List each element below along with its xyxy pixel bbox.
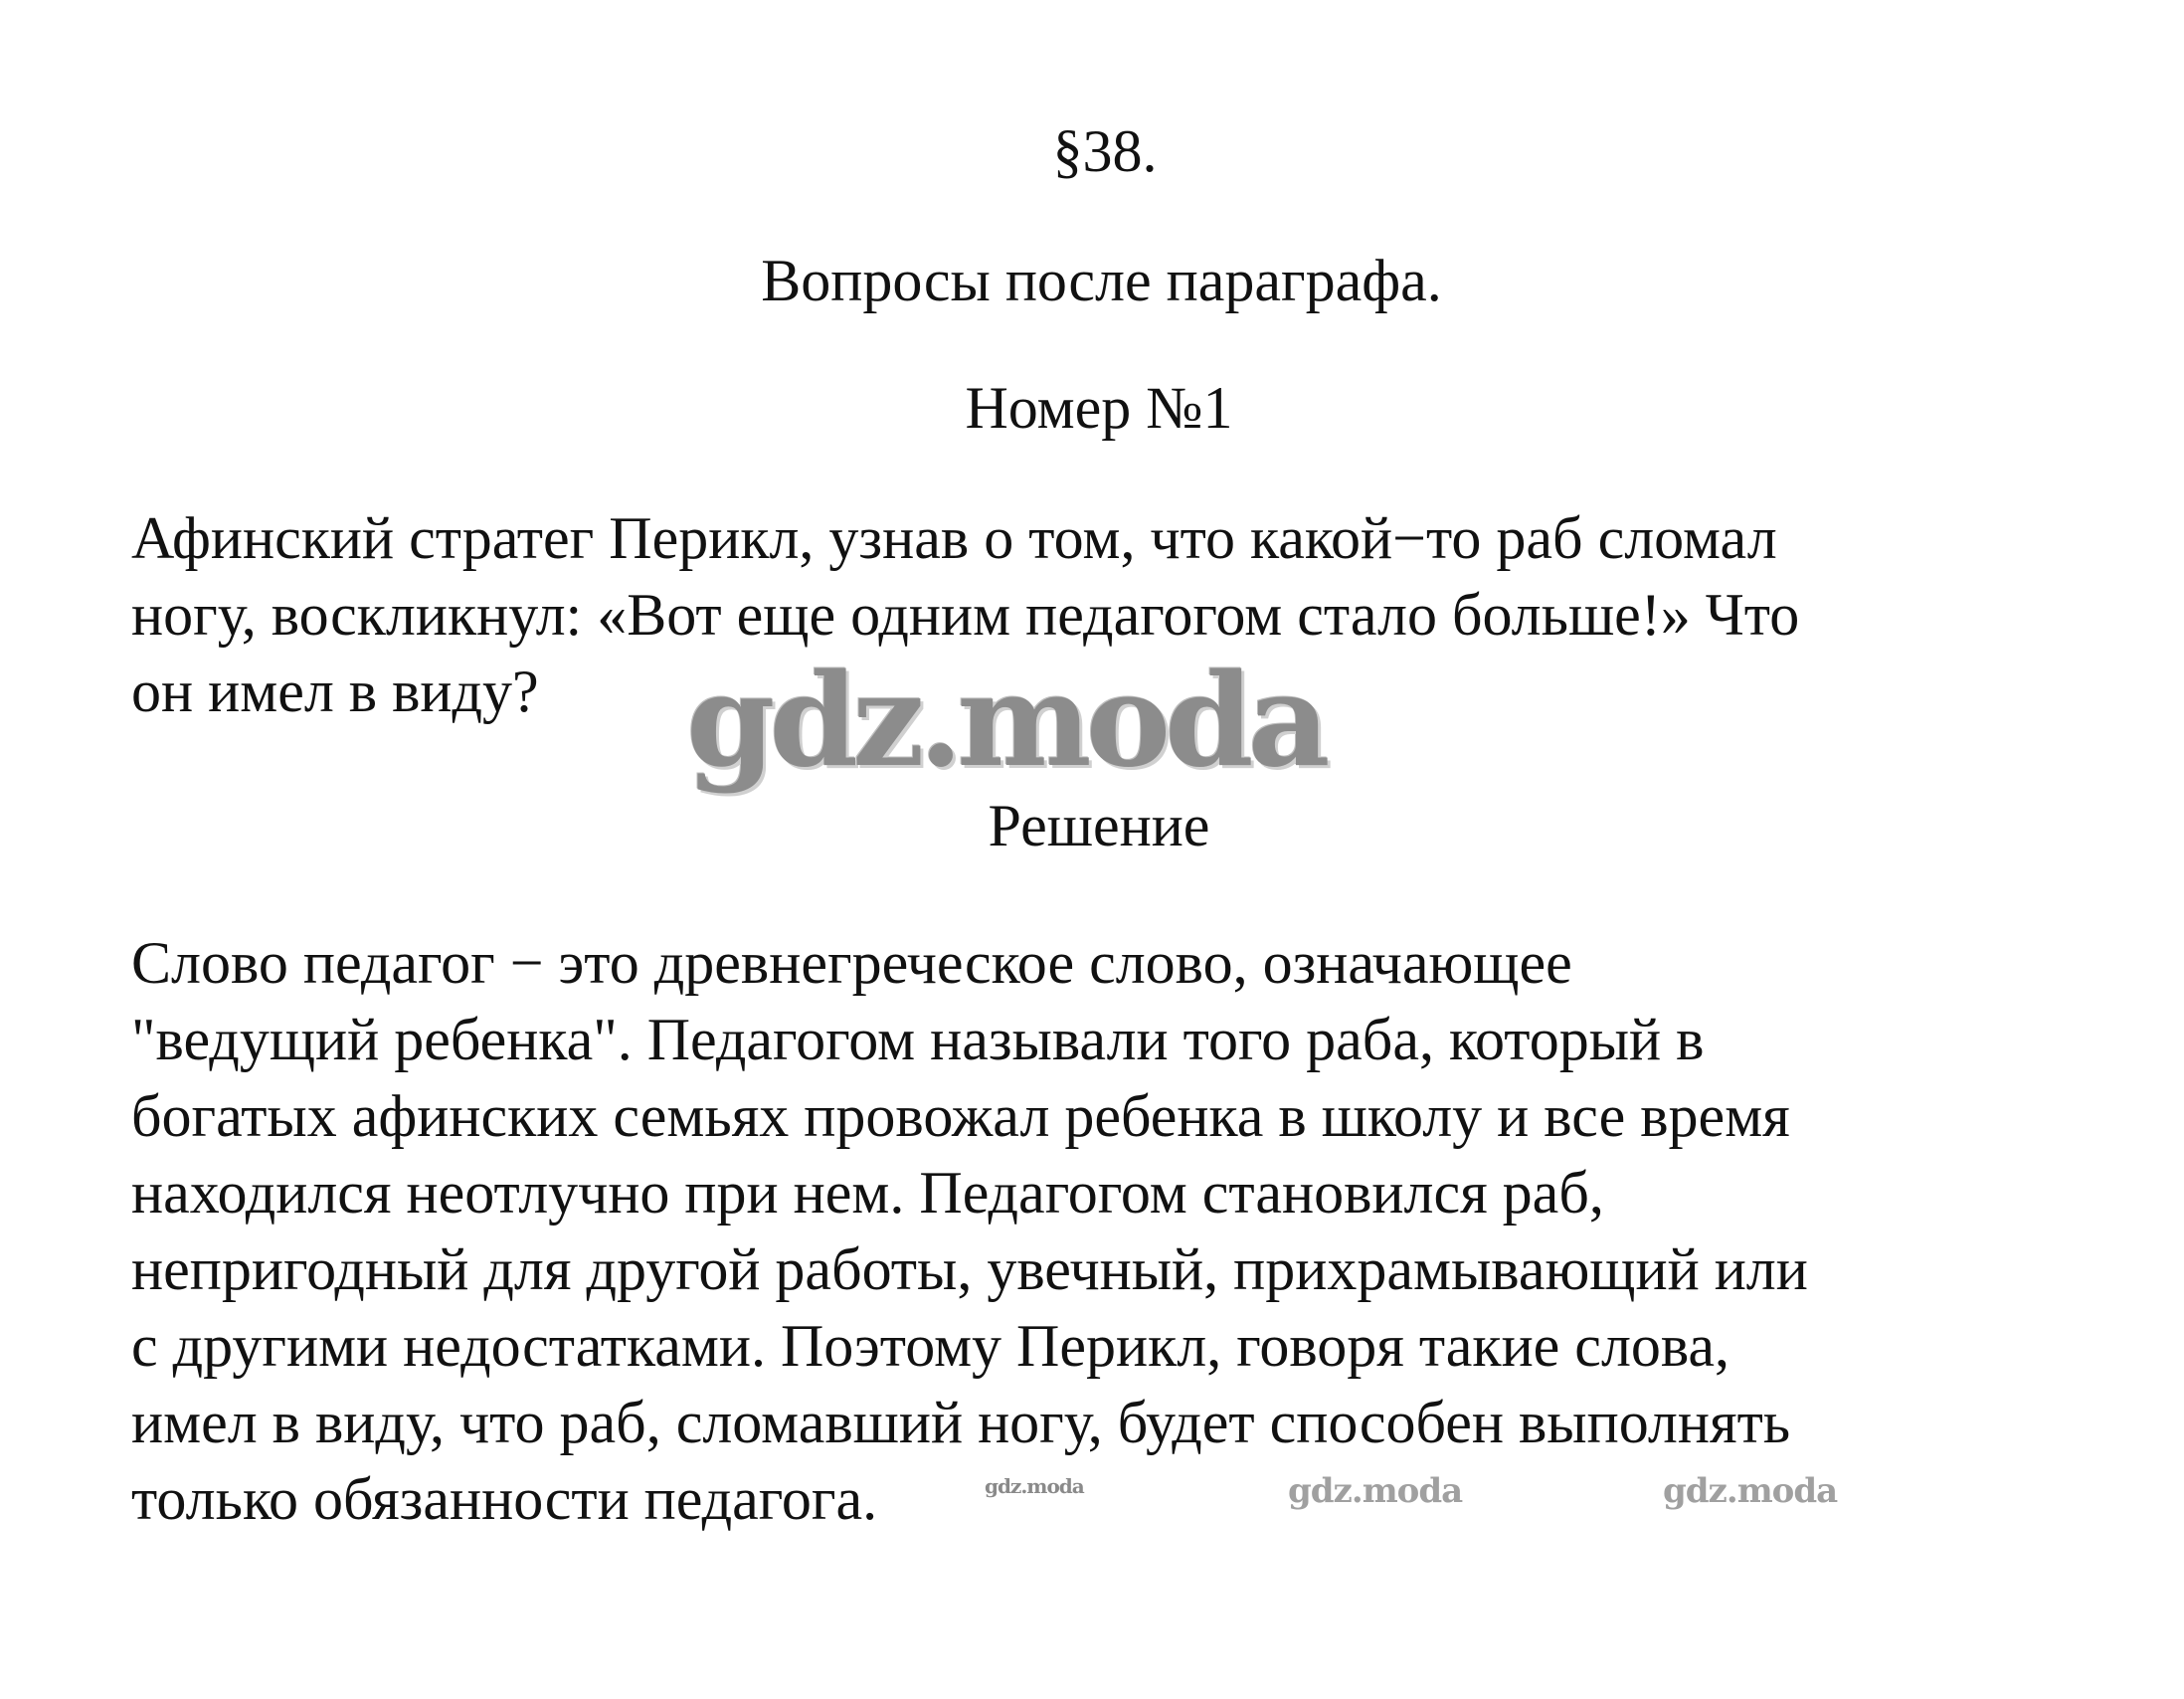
solution-line: с другими недостатками. Поэтому Перикл, говоря такие слова, — [131, 1313, 1730, 1379]
solution-label: Решение — [988, 793, 1210, 858]
question-line: Афинский стратег Перикл, узнав о том, что какой−то раб сломал — [131, 505, 1777, 571]
watermark-logo: gdz.moda — [686, 647, 1325, 796]
solution-line: непригодный для другой работы, увечный, прихрамывающий или — [131, 1236, 1808, 1302]
section-subtitle: Вопросы после параграфа. — [761, 248, 1442, 313]
solution-line: Слово педагог − это древнегреческое слово, означающее — [131, 930, 1572, 996]
solution-line: богатых афинских семьях провожал ребенка в школу и все время — [131, 1083, 1790, 1149]
question-line: он имел в виду? — [131, 659, 539, 724]
solution-line: только обязанности педагога. — [131, 1466, 878, 1532]
solution-text — [131, 925, 2081, 1538]
watermark-small: gdz.moda — [1288, 1471, 1463, 1511]
solution-line: находился неотлучно при нем. Педагогом становился раб, — [131, 1160, 1604, 1226]
watermark-small: gdz.moda — [985, 1474, 1084, 1498]
solution-line: "ведущий ребенка". Педагогом называли того раба, который в — [131, 1007, 1705, 1072]
task-number: Номер №1 — [965, 375, 1233, 441]
paragraph-number: §38. — [1052, 118, 1158, 184]
question-line: ногу, воскликнул: «Вот еще одним педагогом стало больше!» Что — [131, 582, 1800, 648]
solution-line: имел в виду, что раб, сломавший ногу, будет способен выполнять — [131, 1390, 1791, 1455]
watermark-small: gdz.moda — [1663, 1471, 1838, 1511]
